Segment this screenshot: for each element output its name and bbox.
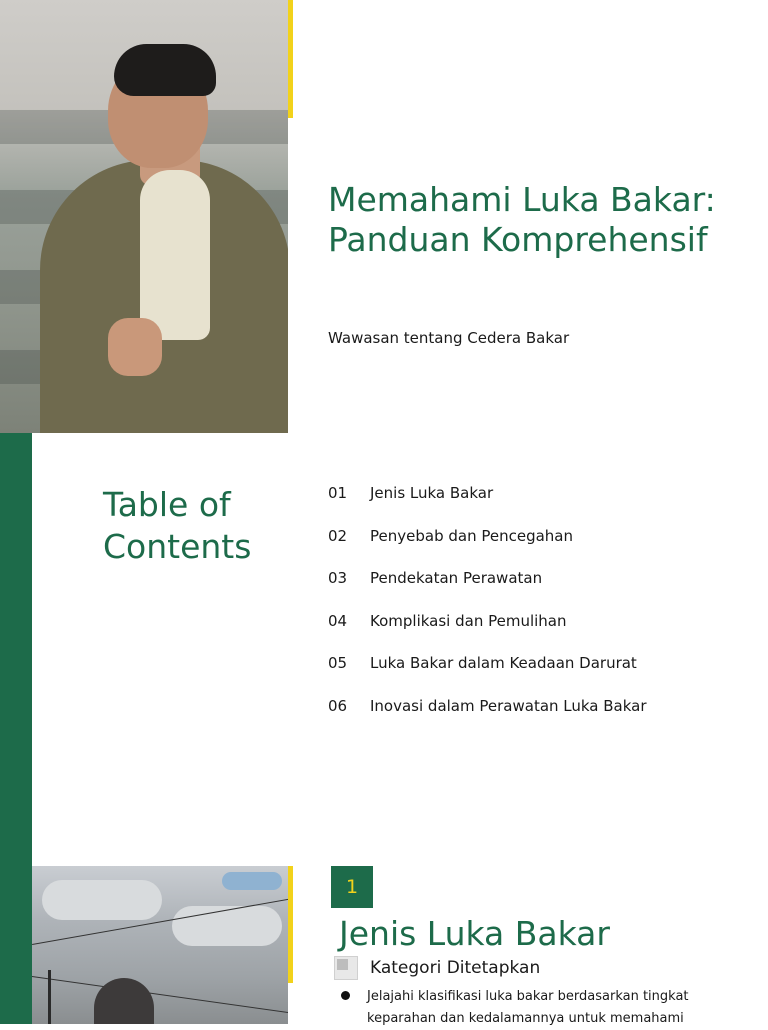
toc-item-label: Jenis Luka Bakar — [370, 484, 494, 502]
toc-item-label: Inovasi dalam Perawatan Luka Bakar — [370, 696, 647, 715]
cover-photo — [0, 0, 288, 433]
toc-item[interactable] — [328, 526, 748, 569]
toc-item-number: 04 — [328, 611, 348, 630]
page-subtitle: Wawasan tentang Cedera Bakar — [328, 329, 570, 347]
section-photo — [32, 866, 288, 1024]
toc-list — [328, 483, 748, 739]
section-title: Jenis Luka Bakar — [339, 914, 610, 953]
toc-item[interactable] — [328, 653, 748, 696]
image-placeholder-icon — [334, 956, 358, 980]
section-number-badge: 1 — [331, 866, 373, 908]
toc-item-number: 05 — [328, 654, 348, 673]
toc-item-number: 06 — [328, 696, 348, 715]
bullet-text: Jelajahi klasifikasi luka bakar berdasarkan tingkat keparahan dan kedalamannya untuk memahami — [367, 989, 689, 1026]
toc-item[interactable] — [328, 696, 748, 739]
category-label: Kategori Ditetapkan — [370, 958, 541, 978]
accent-bar — [288, 0, 293, 118]
side-accent-bar — [0, 433, 32, 866]
toc-title: Table of Contents — [103, 485, 252, 566]
toc-item[interactable] — [328, 568, 748, 611]
toc-item-number: 01 — [328, 484, 348, 502]
page-title: Memahami Luka Bakar: Panduan Komprehensif — [328, 180, 716, 259]
accent-bar — [288, 866, 293, 983]
side-accent-bar — [0, 866, 32, 1024]
bullet-icon — [341, 991, 350, 1000]
toc-item-label: Luka Bakar dalam Keadaan Darurat — [370, 654, 637, 673]
toc-item[interactable] — [328, 483, 748, 526]
toc-item-number: 02 — [328, 526, 348, 545]
toc-item[interactable] — [328, 611, 748, 654]
toc-item-label: Penyebab dan Pencegahan — [370, 526, 573, 545]
toc-item-number: 03 — [328, 569, 348, 588]
toc-item-label: Pendekatan Perawatan — [370, 569, 543, 588]
toc-item-label: Komplikasi dan Pemulihan — [370, 611, 567, 630]
